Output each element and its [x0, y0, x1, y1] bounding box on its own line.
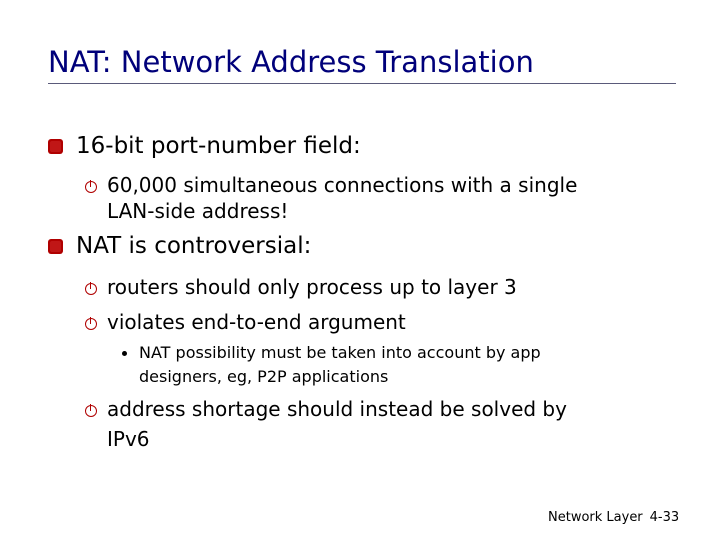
title-underline: [48, 83, 676, 84]
sub-bullet-line-1: 60,000 simultaneous connections with a single: [107, 173, 578, 197]
circle-bullet-icon: [85, 318, 97, 330]
bullet-text: 16-bit port-number field:: [76, 133, 361, 159]
sub-bullet-line-2: IPv6: [107, 427, 150, 451]
circle-bullet-icon: [85, 181, 97, 193]
circle-bullet-icon: [85, 405, 97, 417]
circle-bullet-icon: [85, 283, 97, 295]
bullet-text: NAT is controversial:: [76, 233, 312, 259]
sub-bullet-line-2: LAN-side address!: [107, 199, 289, 223]
square-bullet-icon: [48, 139, 63, 154]
sub-sub-bullet-line-2: designers, eg, P2P applications: [139, 367, 389, 386]
sub-bullet-line-1: address shortage should instead be solved by: [107, 397, 567, 421]
square-bullet-icon: [48, 239, 63, 254]
footer-label: Network Layer: [548, 510, 643, 525]
dot-bullet-icon: [122, 351, 127, 356]
slide-title: NAT: Network Address Translation: [48, 45, 534, 79]
sub-bullet-line-1: violates end-to-end argument: [107, 310, 406, 334]
sub-bullet-line-1: routers should only process up to layer 3: [107, 275, 517, 299]
slide-footer: [548, 509, 679, 527]
page-number: 4-33: [649, 510, 680, 525]
sub-sub-bullet-line-1: NAT possibility must be taken into account by app: [139, 343, 541, 362]
